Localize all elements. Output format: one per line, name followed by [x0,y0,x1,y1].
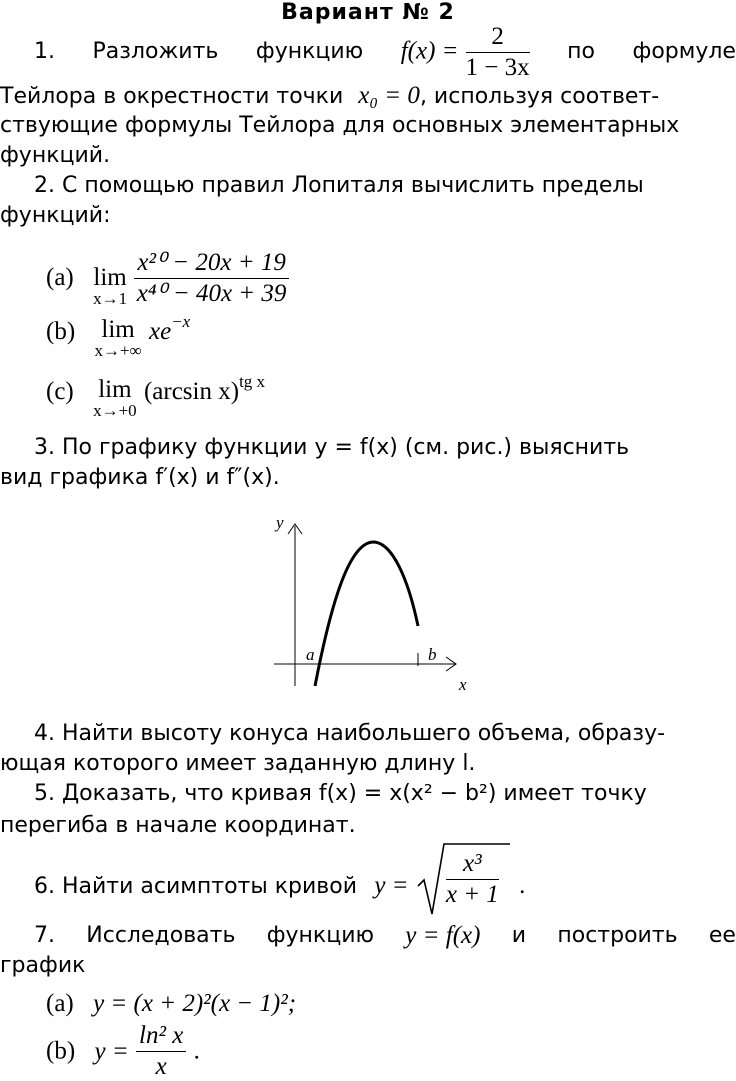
problem-2-line-1: 2. С помощью правил Лопиталя вычислить пределы [34,173,644,198]
problem-7-function: y = f(x) [405,922,481,949]
text-span: Тейлора в окрестности точки [0,84,344,109]
lim-operator: lim x→1 [93,264,128,308]
exponent: tg x [239,372,266,391]
square-root [416,842,512,918]
fraction-denominator: x + 1 [445,881,499,908]
item-label: (c) [46,378,74,405]
fraction-numerator: x³ [446,850,499,880]
problem-1-line-3: ствующие формулы Тейлора для основных элементарных [0,113,680,138]
problem-6-text: 6. Найти асимптоты кривой [34,874,357,899]
fraction-denominator: 1 − 3x [465,53,530,81]
limit-b [46,312,191,360]
problem-7-line-1 [0,922,736,950]
period: . [193,1037,200,1065]
lim-subscript: x→+0 [93,401,137,420]
problem-7-word: ее [708,923,736,948]
variant-title: Вариант № 2 [281,0,455,25]
problem-7-word: Исследовать [86,923,236,948]
problem-7a-expression: y = (x + 2)²(x − 1)²; [93,990,297,1017]
problem-1-line-1 [0,22,736,81]
problem-1-line-2 [0,82,659,111]
limit-a [46,248,289,308]
problem-1-line-4: функций. [0,143,111,168]
problem-3-line-2: вид графика f′(x) и f″(x). [0,465,280,490]
function-fraction [466,23,530,82]
problem-3-line-1: 3. По графику функции y = f(x) (см. рис.) выяснить [34,435,630,460]
fraction-numerator: ln² x [136,1022,186,1052]
problem-1-word: функцию [255,39,364,64]
item-label: (a) [46,264,74,291]
y-equals: y = [374,872,409,899]
fraction-numerator: x²⁰ − 20x + 19 [134,249,288,279]
function-graph [260,508,480,698]
item-label: (b) [46,318,76,345]
problem-4-line-1: 4. Найти высоту конуса наибольшего объема, образу- [34,721,666,746]
problem-1-function [401,23,530,82]
problem-7-line-2: график [0,953,86,978]
fraction-numerator: 2 [466,23,530,53]
y-axis-label: y [276,513,284,532]
lim-operator: lim x→+0 [93,376,137,420]
problem-7-number: 7. [34,923,55,948]
math-x0: x₀ = 0 [358,82,420,109]
problem-7b-fraction [136,1022,186,1081]
item-label: (a) [46,990,74,1017]
point-a-label: a [306,645,315,664]
problem-7-word: функцию [266,923,375,948]
limit-b-expression: xe [149,318,172,345]
problem-1-number: 1. [34,39,55,64]
problem-7-word: и [511,923,527,948]
problem-1-word: формуле [632,39,736,64]
period: . [519,872,526,899]
lim-subscript: x→+∞ [94,341,142,360]
limit-c [46,372,266,420]
fraction-denominator: x⁴⁰ − 40x + 39 [136,279,287,307]
problem-1-word: по [567,39,595,64]
problem-7b [46,1022,200,1078]
problem-4-line-2: ющая которого имеет заданную длину l. [0,751,476,776]
problem-5-line-1: 5. Доказать, что кривая f(x) = x(x² − b²) имеет точку [34,781,647,806]
limit-a-fraction [134,249,288,308]
text-span: , используя соответ- [419,84,660,109]
problem-1-word: Разложить [92,39,219,64]
fraction-denominator: x [155,1053,167,1080]
problem-5-line-2: перегиба в начале координат. [0,813,356,838]
lim-operator: lim x→+∞ [94,316,142,360]
problem-7a [46,990,296,1018]
y-equals: y = [94,1037,129,1065]
root-fraction [446,850,499,909]
point-b-label: b [428,645,437,664]
function-lhs: f(x) = [400,37,459,64]
item-label: (b) [46,1037,76,1065]
x-axis-label: x [459,675,467,694]
problem-6 [34,842,525,920]
lim-subscript: x→1 [93,289,128,308]
limit-c-expression: (arcsin x) [143,378,240,405]
problem-2-line-2: функций: [0,203,111,228]
exponent: −x [171,312,191,331]
problem-7-word: построить [557,923,678,948]
